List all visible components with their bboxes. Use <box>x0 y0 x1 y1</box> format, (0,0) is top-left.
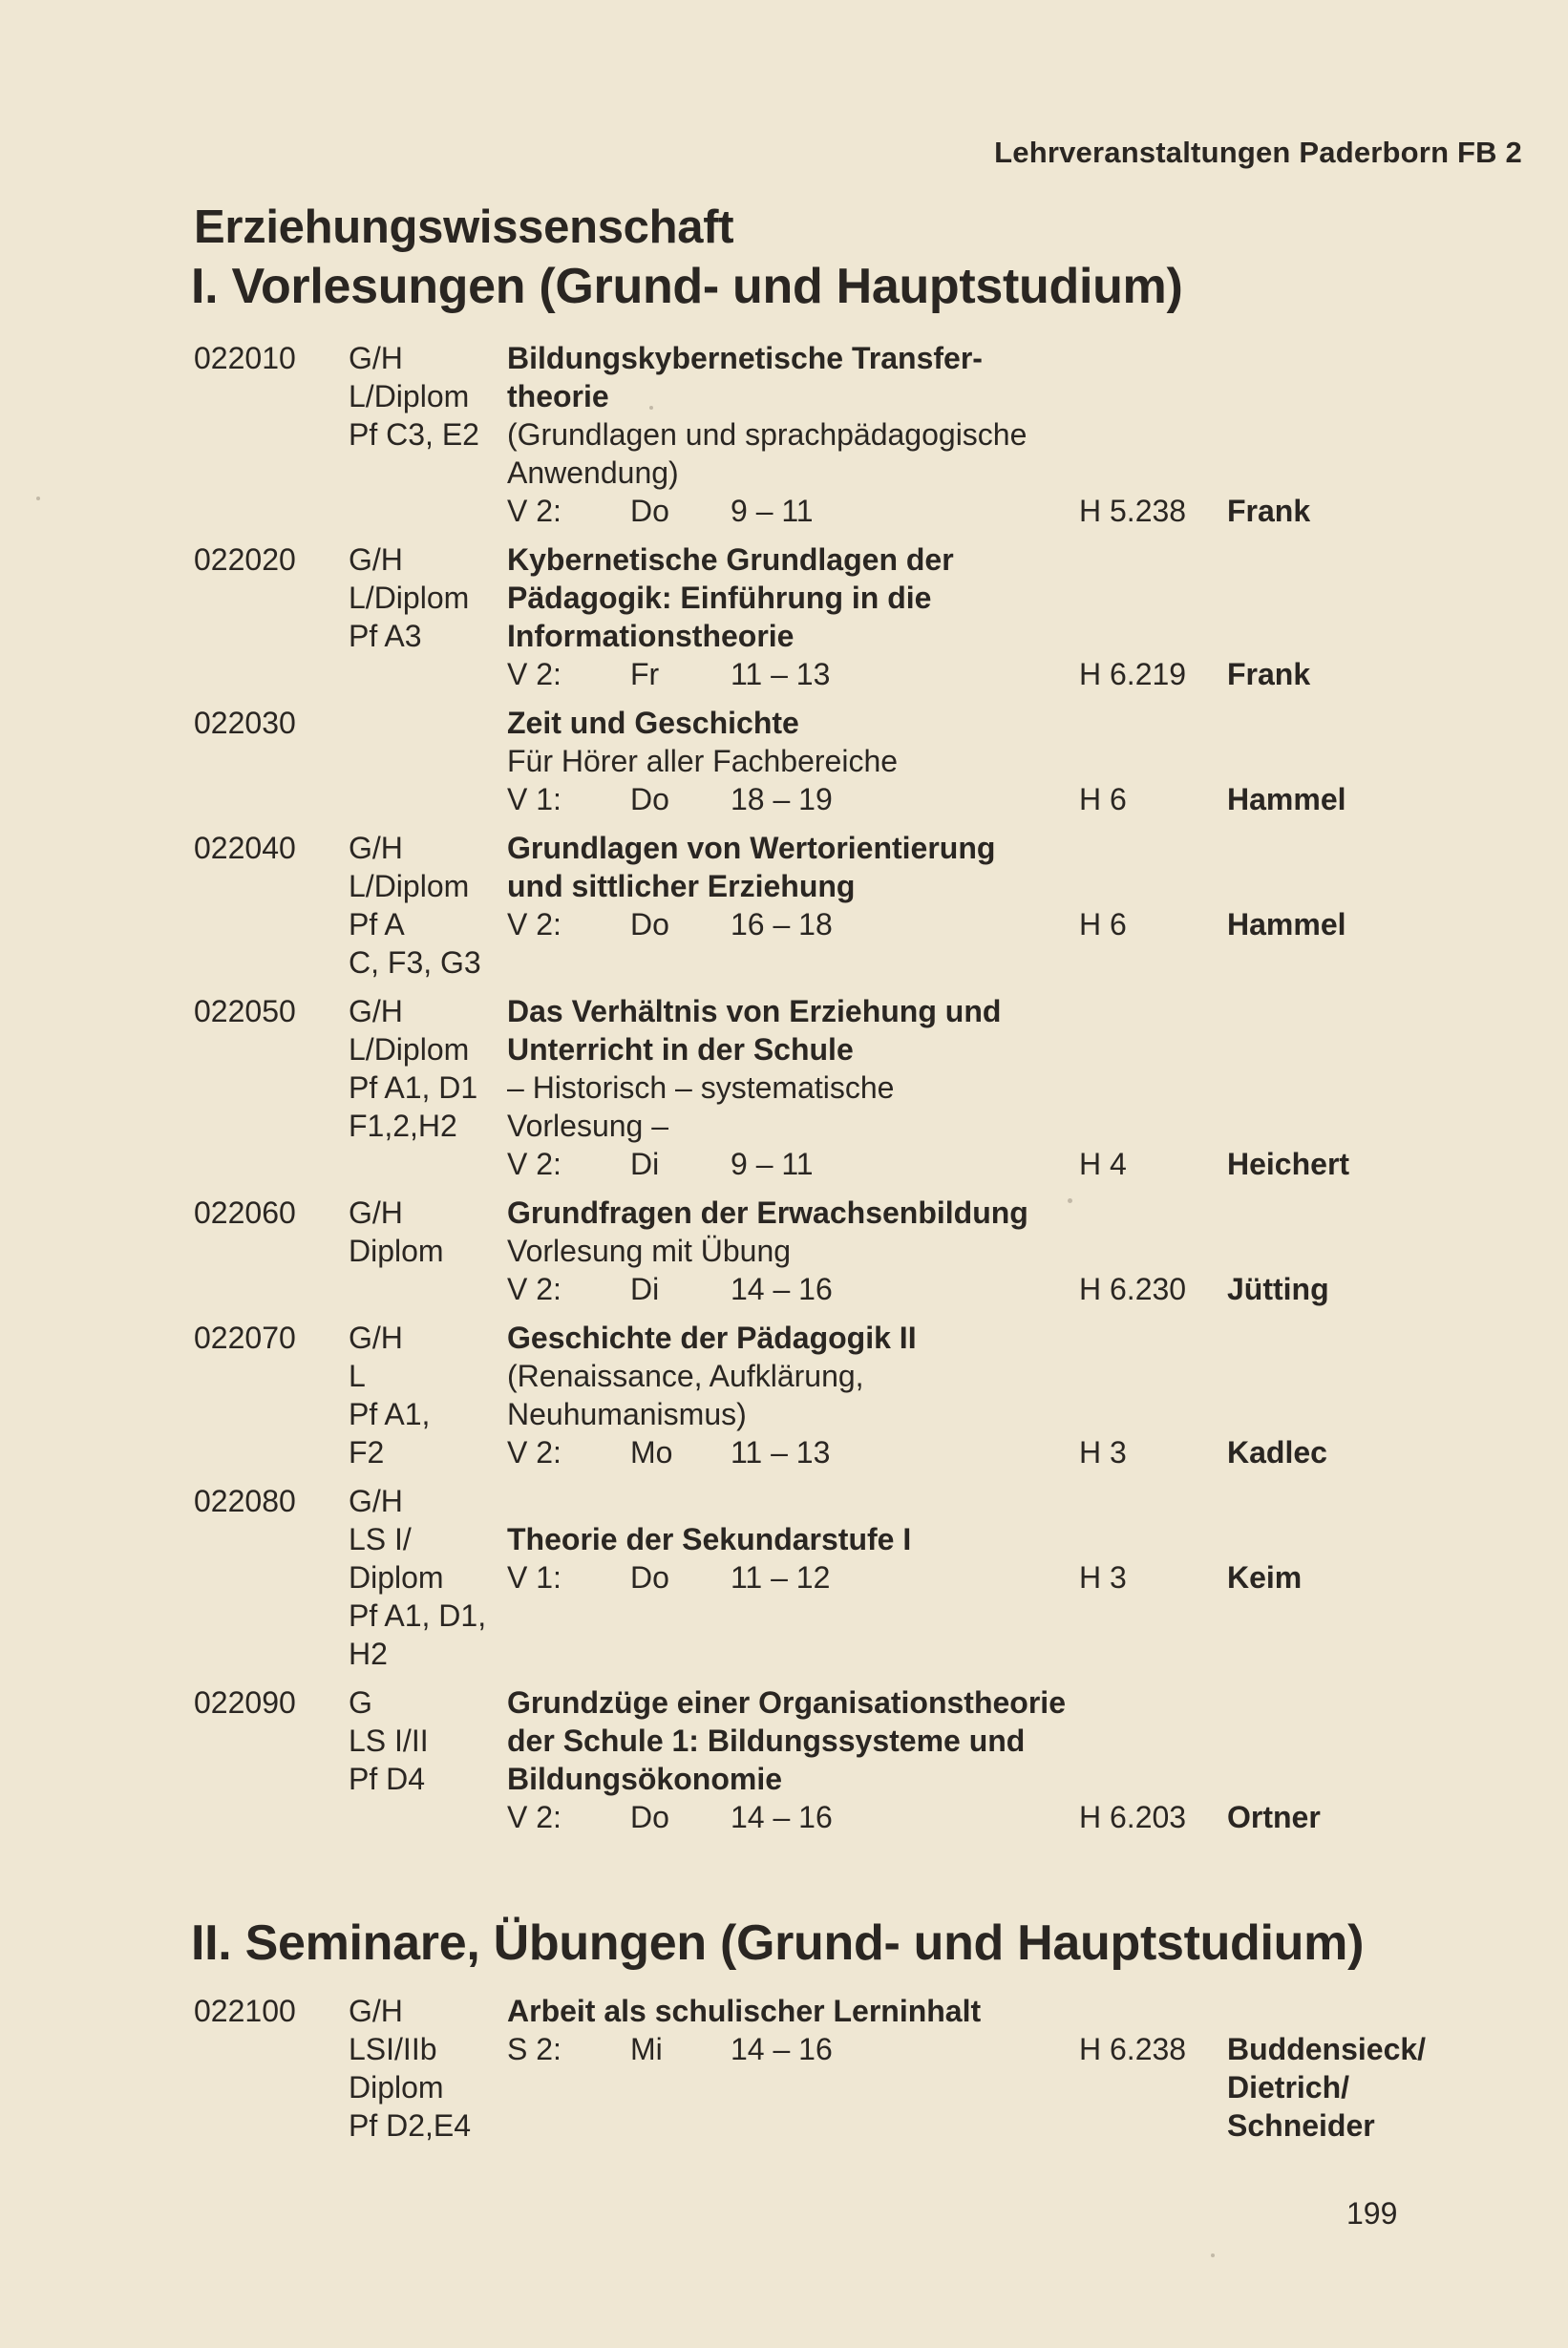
course-code: Pf A1, D1, <box>349 1598 487 1633</box>
course-room: H 6 <box>1079 782 1127 816</box>
course-code: Pf C3, E2 <box>349 417 479 452</box>
course-code: L/Diplom <box>349 869 470 903</box>
course-type: V 2: <box>507 1800 562 1834</box>
course-number: 022100 <box>194 1994 296 2028</box>
course-code: G/H <box>349 1484 403 1518</box>
course-room: H 6.219 <box>1079 657 1187 691</box>
course-description: (Renaissance, Aufklärung, <box>507 1359 864 1393</box>
course-time: 18 – 19 <box>731 782 833 816</box>
course-lecturer: Buddensieck/ <box>1227 2032 1427 2066</box>
course-line <box>0 617 1568 655</box>
course-room: H 6.230 <box>1079 1272 1187 1306</box>
course-type: V 2: <box>507 907 562 941</box>
course-code: L/Diplom <box>349 1032 470 1067</box>
course-entry <box>0 704 1568 818</box>
course-title: Informationstheorie <box>507 619 795 653</box>
course-code: Pf A1, D1 <box>349 1070 478 1105</box>
course-line <box>0 2106 1568 2145</box>
course-description: Vorlesung mit Übung <box>507 1234 792 1268</box>
course-code: LS I/ <box>349 1522 412 1556</box>
course-line <box>0 1760 1568 1798</box>
course-line <box>0 415 1568 454</box>
course-code: Diplom <box>349 2070 444 2105</box>
course-line <box>0 867 1568 905</box>
course-day: Do <box>630 1800 669 1834</box>
course-time: 9 – 11 <box>731 1147 814 1181</box>
course-title: Bildungsökonomie <box>507 1762 782 1796</box>
course-code: LSI/IIb <box>349 2032 437 2066</box>
course-lecturer: Hammel <box>1227 782 1346 816</box>
course-lecturer: Heichert <box>1227 1147 1350 1181</box>
course-lecturer: Jütting <box>1227 1272 1329 1306</box>
course-lecturer: Ortner <box>1227 1800 1321 1834</box>
course-line <box>0 1433 1568 1471</box>
course-code: Pf D4 <box>349 1762 426 1796</box>
lecture-list <box>0 339 1568 1847</box>
course-line <box>0 2030 1568 2068</box>
course-entry <box>0 339 1568 530</box>
course-line <box>0 1635 1568 1673</box>
course-time: 11 – 12 <box>731 1560 831 1595</box>
department-title: Erziehungswissenschaft <box>194 201 734 253</box>
course-room: H 6.203 <box>1079 1800 1187 1834</box>
course-title: Bildungskybernetische Transfer- <box>507 341 983 375</box>
course-line <box>0 992 1568 1030</box>
course-room: H 3 <box>1079 1435 1127 1470</box>
course-line <box>0 1232 1568 1270</box>
course-code: F2 <box>349 1435 385 1470</box>
course-title: Grundfragen der Erwachsenbildung <box>507 1195 1028 1230</box>
course-lecturer: Frank <box>1227 494 1311 528</box>
course-line <box>0 655 1568 693</box>
course-code: Pf A <box>349 907 405 941</box>
course-day: Do <box>630 782 669 816</box>
course-number: 022040 <box>194 831 296 865</box>
course-code: G/H <box>349 341 403 375</box>
course-time: 14 – 16 <box>731 1272 833 1306</box>
course-number: 022090 <box>194 1685 296 1720</box>
course-title: theorie <box>507 379 609 413</box>
course-code: Pf D2,E4 <box>349 2108 472 2143</box>
course-room: H 4 <box>1079 1147 1127 1181</box>
section-title-seminars: II. Seminare, Übungen (Grund- und Hauptstudium) <box>191 1915 1365 1971</box>
course-number: 022050 <box>194 994 296 1028</box>
course-title: Grundzüge einer Organisationstheorie <box>507 1685 1066 1720</box>
course-line <box>0 742 1568 780</box>
course-line <box>0 1798 1568 1836</box>
course-lecturer: Keim <box>1227 1560 1303 1595</box>
course-line <box>0 1683 1568 1722</box>
course-code: H2 <box>349 1637 388 1671</box>
course-line <box>0 2068 1568 2106</box>
course-room: H 3 <box>1079 1560 1127 1595</box>
course-number: 022080 <box>194 1484 296 1518</box>
course-time: 14 – 16 <box>731 2032 833 2066</box>
course-number: 022020 <box>194 542 296 577</box>
course-line <box>0 1482 1568 1520</box>
course-day: Mi <box>630 2032 663 2066</box>
course-line <box>0 1194 1568 1232</box>
course-code: G <box>349 1685 372 1720</box>
course-title: Kybernetische Grundlagen der <box>507 542 954 577</box>
course-code: L/Diplom <box>349 379 470 413</box>
course-lecturer: Frank <box>1227 657 1311 691</box>
course-line <box>0 829 1568 867</box>
course-title: Pädagogik: Einführung in die <box>507 581 932 615</box>
course-lecturer: Schneider <box>1227 2108 1375 2143</box>
course-line <box>0 1145 1568 1183</box>
section-title-lectures: I. Vorlesungen (Grund- und Hauptstudium) <box>191 259 1183 314</box>
course-line <box>0 454 1568 492</box>
course-line <box>0 377 1568 415</box>
course-code: G/H <box>349 542 403 577</box>
course-line <box>0 1992 1568 2030</box>
course-type: V 2: <box>507 1147 562 1181</box>
course-title: Arbeit als schulischer Lerninhalt <box>507 1994 982 2028</box>
course-lecturer: Kadlec <box>1227 1435 1327 1470</box>
course-type: S 2: <box>507 2032 562 2066</box>
course-line <box>0 905 1568 943</box>
course-type: V 2: <box>507 1435 562 1470</box>
course-day: Do <box>630 907 669 941</box>
course-time: 16 – 18 <box>731 907 833 941</box>
course-code: Pf A1, <box>349 1397 431 1431</box>
course-day: Di <box>630 1147 660 1181</box>
course-lecturer: Dietrich/ <box>1227 2070 1350 2105</box>
course-room: H 5.238 <box>1079 494 1187 528</box>
course-room: H 6.238 <box>1079 2032 1187 2066</box>
course-entry <box>0 992 1568 1183</box>
course-description: Vorlesung – <box>507 1109 669 1143</box>
course-code: F1,2,H2 <box>349 1109 457 1143</box>
course-entry <box>0 1683 1568 1836</box>
course-type: V 2: <box>507 657 562 691</box>
course-line <box>0 943 1568 982</box>
course-title: Unterricht in der Schule <box>507 1032 854 1067</box>
course-line <box>0 1722 1568 1760</box>
course-day: Do <box>630 1560 669 1595</box>
course-number: 022060 <box>194 1195 296 1230</box>
course-number: 022010 <box>194 341 296 375</box>
course-time: 11 – 13 <box>731 1435 831 1470</box>
course-entry <box>0 1992 1568 2145</box>
course-code: G/H <box>349 1321 403 1355</box>
course-entry <box>0 1482 1568 1673</box>
course-line <box>0 339 1568 377</box>
course-line <box>0 1107 1568 1145</box>
course-line <box>0 1558 1568 1597</box>
course-number: 022030 <box>194 706 296 740</box>
course-line <box>0 1357 1568 1395</box>
course-number: 022070 <box>194 1321 296 1355</box>
course-code: G/H <box>349 1195 403 1230</box>
course-title: Geschichte der Pädagogik II <box>507 1321 917 1355</box>
course-lecturer: Hammel <box>1227 907 1346 941</box>
course-code: Diplom <box>349 1560 444 1595</box>
course-day: Fr <box>630 657 660 691</box>
course-line <box>0 1319 1568 1357</box>
seminar-list <box>0 1992 1568 2145</box>
course-type: V 1: <box>507 1560 562 1595</box>
course-description: – Historisch – systematische <box>507 1070 895 1105</box>
course-line <box>0 1068 1568 1107</box>
paper-speck <box>36 497 40 500</box>
course-code: Diplom <box>349 1234 444 1268</box>
paper-speck <box>649 406 653 410</box>
paper-speck <box>1068 1198 1072 1203</box>
course-title: Grundlagen von Wertorientierung <box>507 831 996 865</box>
course-description: Für Hörer aller Fachbereiche <box>507 744 899 778</box>
paper-speck <box>1211 2253 1215 2257</box>
course-code: L <box>349 1359 366 1393</box>
course-title: der Schule 1: Bildungssysteme und <box>507 1724 1026 1758</box>
course-day: Do <box>630 494 669 528</box>
course-line <box>0 579 1568 617</box>
course-line <box>0 1030 1568 1068</box>
course-line <box>0 1520 1568 1558</box>
course-day: Di <box>630 1272 660 1306</box>
course-line <box>0 492 1568 530</box>
page-number: 199 <box>1346 2196 1398 2231</box>
course-code: Pf A3 <box>349 619 422 653</box>
course-type: V 2: <box>507 1272 562 1306</box>
course-description: (Grundlagen und sprachpädagogische <box>507 417 1028 452</box>
course-line <box>0 1270 1568 1308</box>
course-line <box>0 1395 1568 1433</box>
course-entry <box>0 540 1568 693</box>
course-title: Das Verhältnis von Erziehung und <box>507 994 1002 1028</box>
course-code: C, F3, G3 <box>349 945 481 980</box>
course-code: G/H <box>349 831 403 865</box>
course-entry <box>0 1194 1568 1308</box>
course-description: Neuhumanismus) <box>507 1397 747 1431</box>
course-code: LS I/II <box>349 1724 429 1758</box>
course-type: V 1: <box>507 782 562 816</box>
course-line <box>0 1597 1568 1635</box>
course-code: G/H <box>349 1994 403 2028</box>
course-time: 11 – 13 <box>731 657 831 691</box>
course-title: und sittlicher Erziehung <box>507 869 856 903</box>
course-title: Theorie der Sekundarstufe I <box>507 1522 912 1556</box>
course-code: G/H <box>349 994 403 1028</box>
course-time: 9 – 11 <box>731 494 814 528</box>
course-line <box>0 540 1568 579</box>
course-type: V 2: <box>507 494 562 528</box>
course-room: H 6 <box>1079 907 1127 941</box>
course-line <box>0 780 1568 818</box>
course-description: Anwendung) <box>507 455 679 490</box>
course-time: 14 – 16 <box>731 1800 833 1834</box>
course-entry <box>0 1319 1568 1471</box>
course-day: Mo <box>630 1435 673 1470</box>
course-title: Zeit und Geschichte <box>507 706 799 740</box>
course-entry <box>0 829 1568 982</box>
course-line <box>0 704 1568 742</box>
running-head: Lehrveranstaltungen Paderborn FB 2 <box>994 136 1522 169</box>
course-code: L/Diplom <box>349 581 470 615</box>
